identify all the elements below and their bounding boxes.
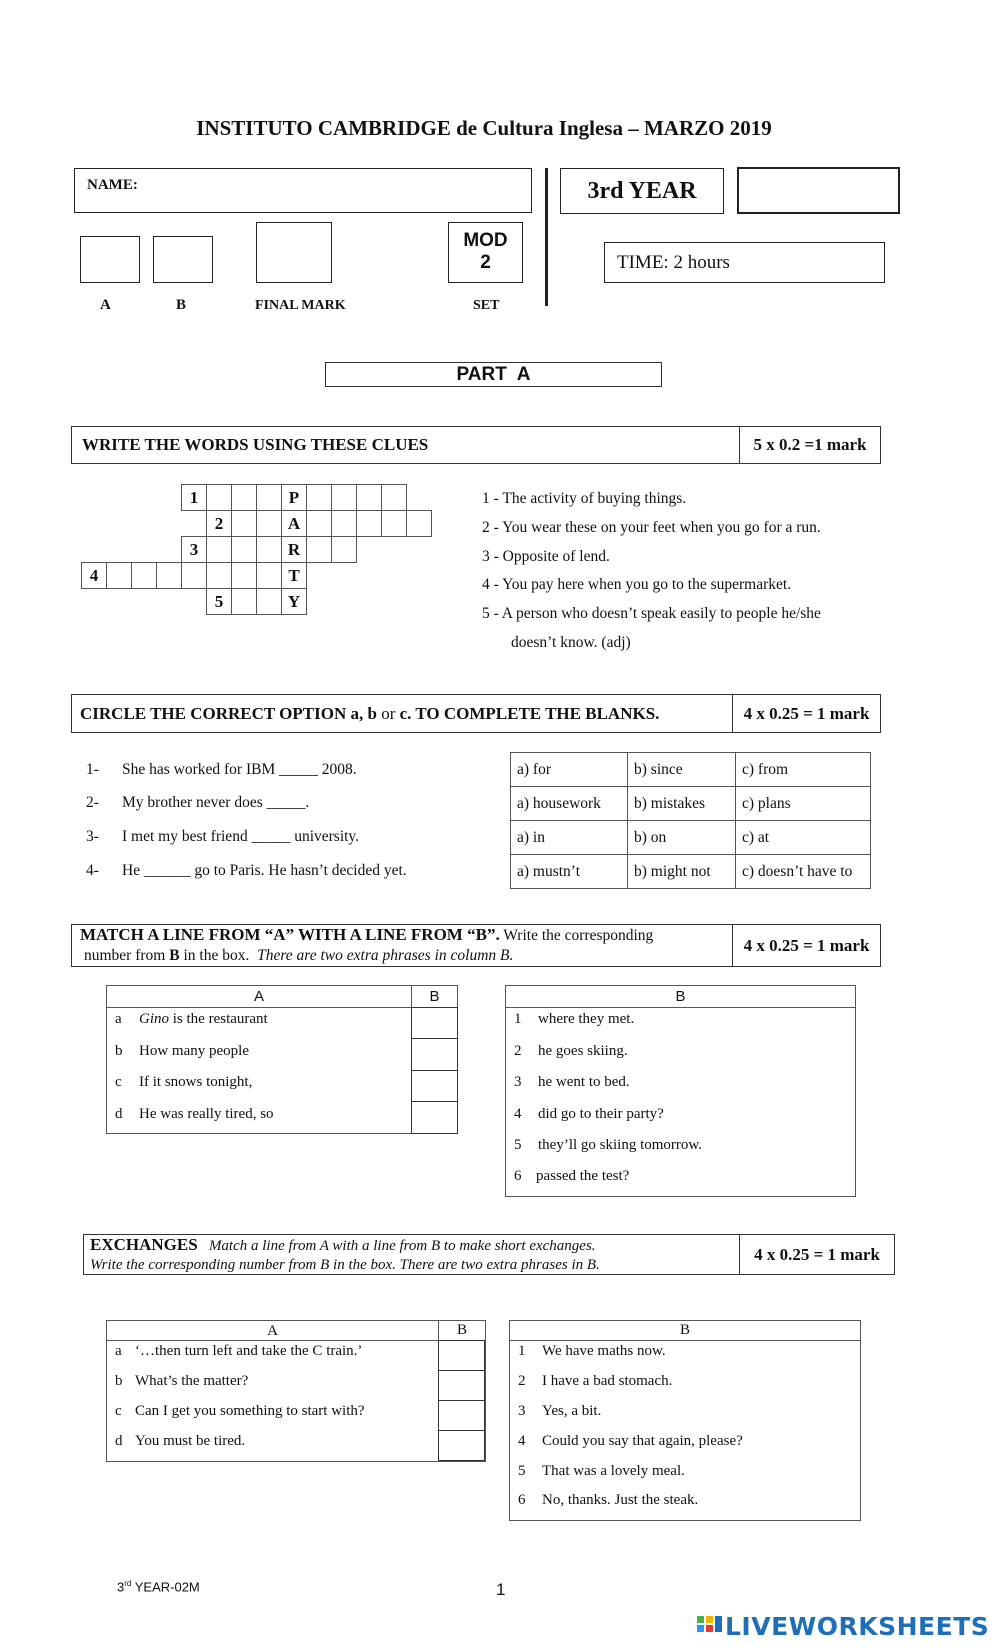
answer-box[interactable]	[411, 1101, 458, 1134]
letter-cell[interactable]	[232, 511, 257, 537]
clue-text: 3 - Opposite of lend.	[482, 548, 610, 565]
label-set: SET	[473, 298, 500, 313]
letter-cell[interactable]	[357, 511, 382, 537]
exchange-item-b: 4 Could you say that again, please?	[518, 1433, 743, 1449]
match-item-b: 6 passed the test?	[514, 1168, 630, 1184]
letter-cell[interactable]	[307, 511, 332, 537]
letter-cell[interactable]	[257, 563, 282, 589]
letter-cell[interactable]	[232, 563, 257, 589]
label-b: B	[176, 297, 187, 313]
key-letter: Y	[282, 589, 307, 615]
clue-text: 5 - A person who doesn’t speak easily to people he/she	[482, 605, 821, 622]
clue-text: 4 - You pay here when you go to the supermarket.	[482, 576, 792, 593]
letter-cell[interactable]	[382, 511, 407, 537]
logo-icon	[697, 1614, 723, 1638]
options-table	[510, 752, 871, 889]
options-row	[511, 821, 871, 855]
crossword	[81, 484, 432, 615]
letter-cell[interactable]	[232, 537, 257, 563]
letter-cell[interactable]	[132, 563, 157, 589]
option[interactable]: a) housework	[511, 787, 628, 821]
crossword-row	[82, 485, 432, 511]
final-mark-box[interactable]	[256, 222, 332, 283]
letter-cell[interactable]	[332, 485, 357, 511]
key-letter: P	[282, 485, 307, 511]
section-4-title: EXCHANGES Match a line from A with a line from B to make short exchanges. Write the corresponding number from B in the box. There are two extra phrases in B.	[90, 1234, 600, 1273]
exchange-list-b-header: B	[510, 1321, 860, 1341]
section-1-header	[71, 426, 881, 464]
match-item-b: 5 they’ll go skiing tomorrow.	[514, 1137, 703, 1153]
mod-number: 2	[480, 252, 491, 273]
question: 2- My brother never does _____.	[86, 794, 310, 811]
crossword-row	[82, 537, 432, 563]
exchange-table-a	[106, 1320, 486, 1462]
option[interactable]: c) at	[736, 821, 871, 855]
section-2-header	[71, 694, 881, 733]
crossword-row	[82, 589, 432, 615]
column-b-header: B	[429, 988, 440, 1005]
exchange-item-b: 2 I have a bad stomach.	[518, 1373, 673, 1389]
option[interactable]: a) for	[511, 753, 628, 787]
letter-cell[interactable]	[207, 563, 232, 589]
section-4-marks: 4 x 0.25 = 1 mark	[739, 1235, 894, 1274]
answer-box[interactable]	[411, 1070, 458, 1102]
brand-name: LIVEWORKSHEETS	[725, 1611, 990, 1641]
column-a-header: A	[107, 986, 412, 1008]
name-field[interactable]	[74, 168, 532, 213]
key-letter: R	[282, 537, 307, 563]
match-item-a: a Gino is the restaurant	[115, 1011, 268, 1027]
exchange-item-a: d You must be tired.	[115, 1433, 246, 1449]
option[interactable]: b) mistakes	[628, 787, 736, 821]
vertical-divider	[545, 168, 548, 306]
exchange-item-a: b What’s the matter?	[115, 1373, 249, 1389]
letter-cell[interactable]	[332, 511, 357, 537]
letter-cell[interactable]	[257, 537, 282, 563]
answer-box[interactable]	[438, 1400, 485, 1431]
options-row	[511, 855, 871, 889]
letter-cell[interactable]	[207, 485, 232, 511]
match-item-b: 2 he goes skiing.	[514, 1043, 628, 1059]
section-1-marks: 5 x 0.2 =1 mark	[739, 427, 880, 463]
letter-cell[interactable]	[257, 485, 282, 511]
match-item-b: 3 he went to bed.	[514, 1074, 630, 1090]
options-row	[511, 787, 871, 821]
part-title: PART A	[325, 362, 662, 387]
answer-box[interactable]	[438, 1340, 485, 1371]
match-item-a: c If it snows tonight,	[115, 1074, 253, 1090]
column-b-list-header: B	[506, 986, 855, 1008]
clue-number: 4	[82, 563, 107, 589]
match-item-a: d He was really tired, so	[115, 1106, 274, 1122]
option[interactable]: a) in	[511, 821, 628, 855]
liveworksheets-logo	[697, 1612, 989, 1640]
match-item-a: b How many people	[115, 1043, 249, 1059]
year-box	[560, 168, 724, 214]
section-2-title: CIRCLE THE CORRECT OPTION a, b or c. TO COMPLETE THE BLANKS.	[80, 704, 660, 723]
option[interactable]: b) might not	[628, 855, 736, 889]
section-3-title: MATCH A LINE FROM “A” WITH A LINE FROM “B”. Write the corresponding number from B in the box. There are two extra phrases in column B.	[80, 925, 654, 964]
letter-cell[interactable]	[182, 563, 207, 589]
question: 4- He ______ go to Paris. He hasn’t decided yet.	[86, 862, 407, 879]
letter-cell[interactable]	[207, 537, 232, 563]
clue-text: 1 - The activity of buying things.	[482, 490, 687, 507]
option[interactable]: c) plans	[736, 787, 871, 821]
year-blank-box[interactable]	[737, 167, 900, 214]
year-label: 3rd YEAR	[587, 177, 697, 204]
section-4-header	[83, 1234, 895, 1275]
exchange-item-b: 5 That was a lovely meal.	[518, 1463, 685, 1479]
letter-cell[interactable]	[357, 485, 382, 511]
question: 1- She has worked for IBM _____ 2008.	[86, 761, 357, 778]
section-1-title: WRITE THE WORDS USING THESE CLUES	[82, 435, 429, 454]
crossword-row	[82, 563, 432, 589]
letter-cell[interactable]	[307, 485, 332, 511]
clue-text: 2 - You wear these on your feet when you go for a run.	[482, 519, 821, 536]
section-3-marks: 4 x 0.25 = 1 mark	[732, 925, 880, 966]
answer-box[interactable]	[411, 1038, 458, 1071]
match-table-b	[505, 985, 856, 1197]
section-2-marks: 4 x 0.25 = 1 mark	[732, 695, 880, 732]
crossword-row	[82, 511, 432, 537]
letter-cell[interactable]	[307, 537, 332, 563]
match-item-b: 1 where they met.	[514, 1011, 635, 1027]
options-row	[511, 753, 871, 787]
exchange-column-b-header: B	[456, 1322, 467, 1338]
mark-box-a[interactable]	[80, 236, 140, 283]
exchange-table-b	[509, 1320, 861, 1521]
set-box	[448, 222, 523, 283]
time-label: TIME: 2 hours	[617, 251, 730, 273]
time-box	[604, 242, 885, 283]
page-number: 1	[496, 1580, 506, 1599]
option[interactable]: c) from	[736, 753, 871, 787]
clue-number: 3	[182, 537, 207, 563]
answer-box[interactable]	[438, 1430, 485, 1461]
option[interactable]: b) on	[628, 821, 736, 855]
exchange-item-b: 1 We have maths now.	[518, 1343, 666, 1359]
exchange-column-a-header: A	[107, 1321, 439, 1341]
letter-cell[interactable]	[407, 511, 432, 537]
exchange-item-a: c Can I get you something to start with?	[115, 1403, 365, 1419]
match-table-a	[106, 985, 458, 1134]
letter-cell[interactable]	[232, 485, 257, 511]
option[interactable]: a) mustn’t	[511, 855, 628, 889]
clue-number: 5	[207, 589, 232, 615]
key-letter: A	[282, 511, 307, 537]
answer-box[interactable]	[411, 1007, 458, 1039]
exchange-item-b: 6 No, thanks. Just the steak.	[518, 1492, 699, 1508]
document-title: INSTITUTO CAMBRIDGE de Cultura Inglesa – MARZO 2019	[196, 116, 772, 140]
letter-cell[interactable]	[332, 537, 357, 563]
letter-cell[interactable]	[107, 563, 132, 589]
question: 3- I met my best friend _____ university.	[86, 828, 360, 845]
mod-label: MOD	[463, 230, 508, 251]
option[interactable]: b) since	[628, 753, 736, 787]
mark-box-b[interactable]	[153, 236, 213, 283]
footer-code: 3rd YEAR-02M	[117, 1579, 200, 1595]
match-item-b: 4 did go to their party?	[514, 1106, 664, 1122]
letter-cell[interactable]	[257, 511, 282, 537]
exchange-item-b: 3 Yes, a bit.	[518, 1403, 602, 1419]
clue-text: doesn’t know. (adj)	[511, 634, 631, 651]
key-letter: T	[282, 563, 307, 589]
letter-cell[interactable]	[157, 563, 182, 589]
name-label: NAME:	[87, 177, 138, 193]
letter-cell[interactable]	[232, 589, 257, 615]
option[interactable]: c) doesn’t have to	[736, 855, 871, 889]
exchange-item-a: a ‘…then turn left and take the C train.’	[115, 1343, 363, 1359]
clue-number: 2	[207, 511, 232, 537]
section-3-header	[71, 924, 881, 967]
letter-cell[interactable]	[257, 589, 282, 615]
answer-box[interactable]	[438, 1370, 485, 1401]
label-a: A	[100, 297, 111, 313]
letter-cell[interactable]	[382, 485, 407, 511]
label-final-mark: FINAL MARK	[255, 298, 346, 313]
clue-number: 1	[182, 485, 207, 511]
